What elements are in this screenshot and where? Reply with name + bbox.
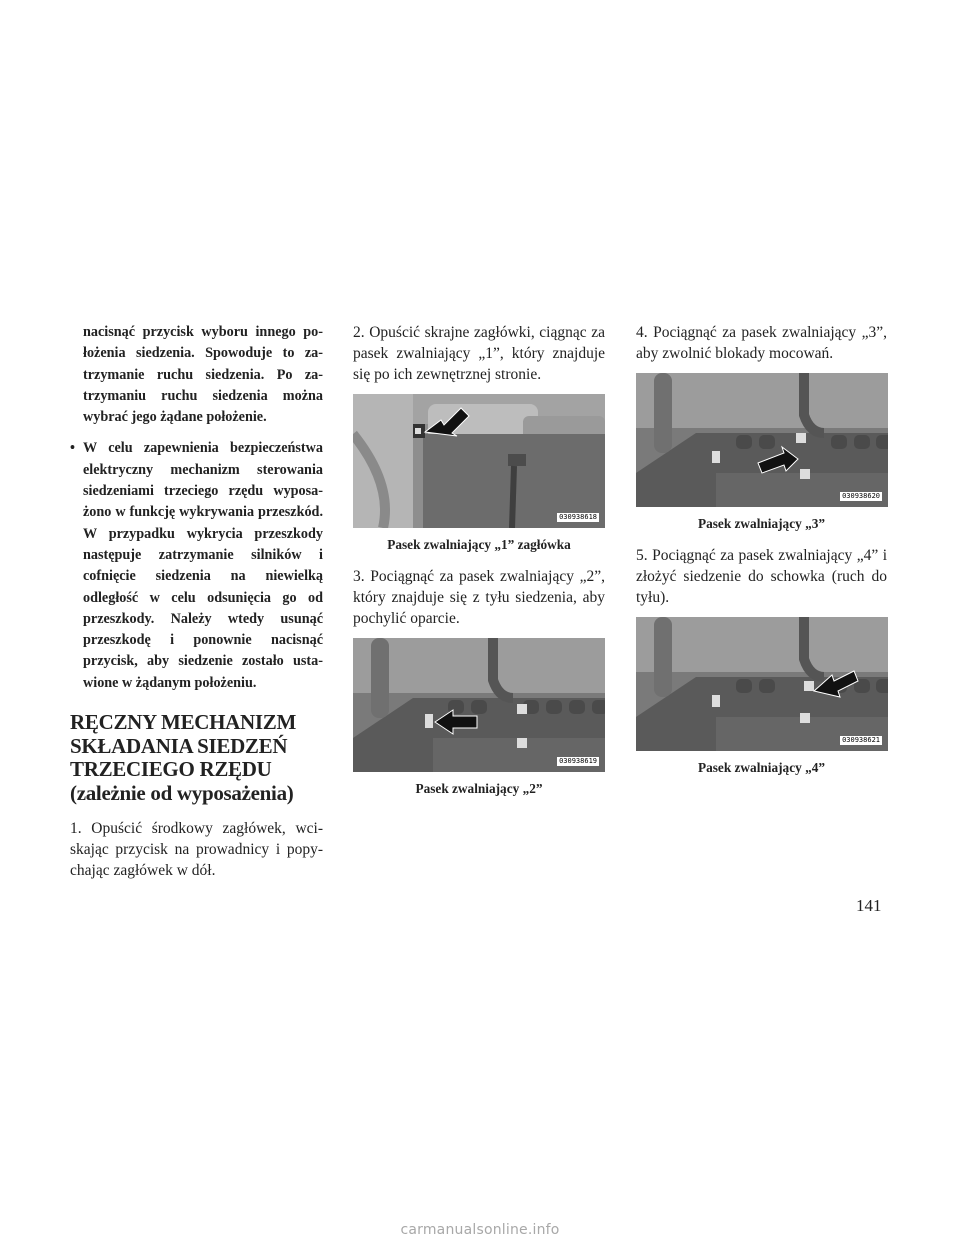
figure-code: 030938621	[842, 736, 880, 744]
step-5-text: 5. Pociągnąć za pasek zwalniający „4” i złożyć siedzenie do schowka (ruch do tyłu).	[636, 547, 887, 606]
figure-strap-3	[636, 373, 888, 507]
seat-photo-4	[636, 617, 888, 751]
bullet-item	[70, 438, 323, 694]
figure-code: 030938620	[842, 492, 880, 500]
column-middle	[353, 322, 605, 798]
column-left	[70, 322, 323, 881]
figure-code: 030938619	[559, 757, 597, 765]
step-2-text: 2. Opuścić skrajne zagłówki, ciągnąc za pasek zwalniający „1”, który znajduje się po ich zewnętrznej stronie.	[353, 324, 605, 383]
figure-caption: Pasek zwalniający „1” zagłówka	[387, 537, 571, 552]
continued-text: nacisnąć przycisk wyboru innego położenia siedzenia. Spowoduje to zatrzymanie ruchu siedzenia. Po zatrzymaniu ruchu siedzenia można wybrać jego żądane położenie.	[83, 324, 323, 426]
figure-strap-4	[636, 617, 888, 751]
seat-photo-3	[636, 373, 888, 507]
page-number: 141	[856, 896, 882, 915]
step-1-text: 1. Opuścić środkowy zagłówek, wciskając przycisk na prowadnicy i popychając zagłówek w dół.	[70, 820, 323, 880]
seat-photo-2	[353, 638, 605, 772]
figure-strap-2	[353, 638, 605, 772]
figure-headrest-strap-1	[353, 394, 605, 528]
section-heading: RĘCZNY MECHANIZM SKŁADANIA SIEDZEŃ TRZECIEGO RZĘDU (zależnie od wyposażenia)	[70, 710, 297, 805]
step-4-text: 4. Pociągnąć za pasek zwalniający „3”, aby zwolnić blokady mocowań.	[636, 324, 887, 362]
figure-caption: Pasek zwalniający „3”	[697, 516, 826, 531]
watermark: carmanualsonline.info	[400, 1222, 560, 1238]
column-right	[636, 322, 887, 777]
bullet-symbol: •	[70, 440, 75, 457]
figure-caption: Pasek zwalniający „2”	[415, 781, 543, 796]
figure-caption: Pasek zwalniający „4”	[697, 760, 826, 775]
figure-code: 030938618	[559, 513, 597, 521]
bullet-text: W celu zapewnienia bezpieczeństwa elektryczny mechanizm sterowania siedzeniami trzeciego rzędu wyposażono w funkcję wykrywania przeszkód. W przypadku wykrycia przeszkody następuje zatrzymanie silników i cofnięcie siedzenia na niewielką odległość w celu odsunięcia go od przeszkody. Należy wtedy usunąć przeszkodę i ponownie nacisnąć przycisk, aby siedzenie zostało ustawione w żądanym położeniu.	[83, 440, 323, 691]
seat-photo-1	[353, 394, 605, 528]
step-3-text: 3. Pociągnąć za pasek zwalniający „2”, który znajduje się z tyłu siedzenia, aby pochylić oparcie.	[353, 568, 605, 627]
